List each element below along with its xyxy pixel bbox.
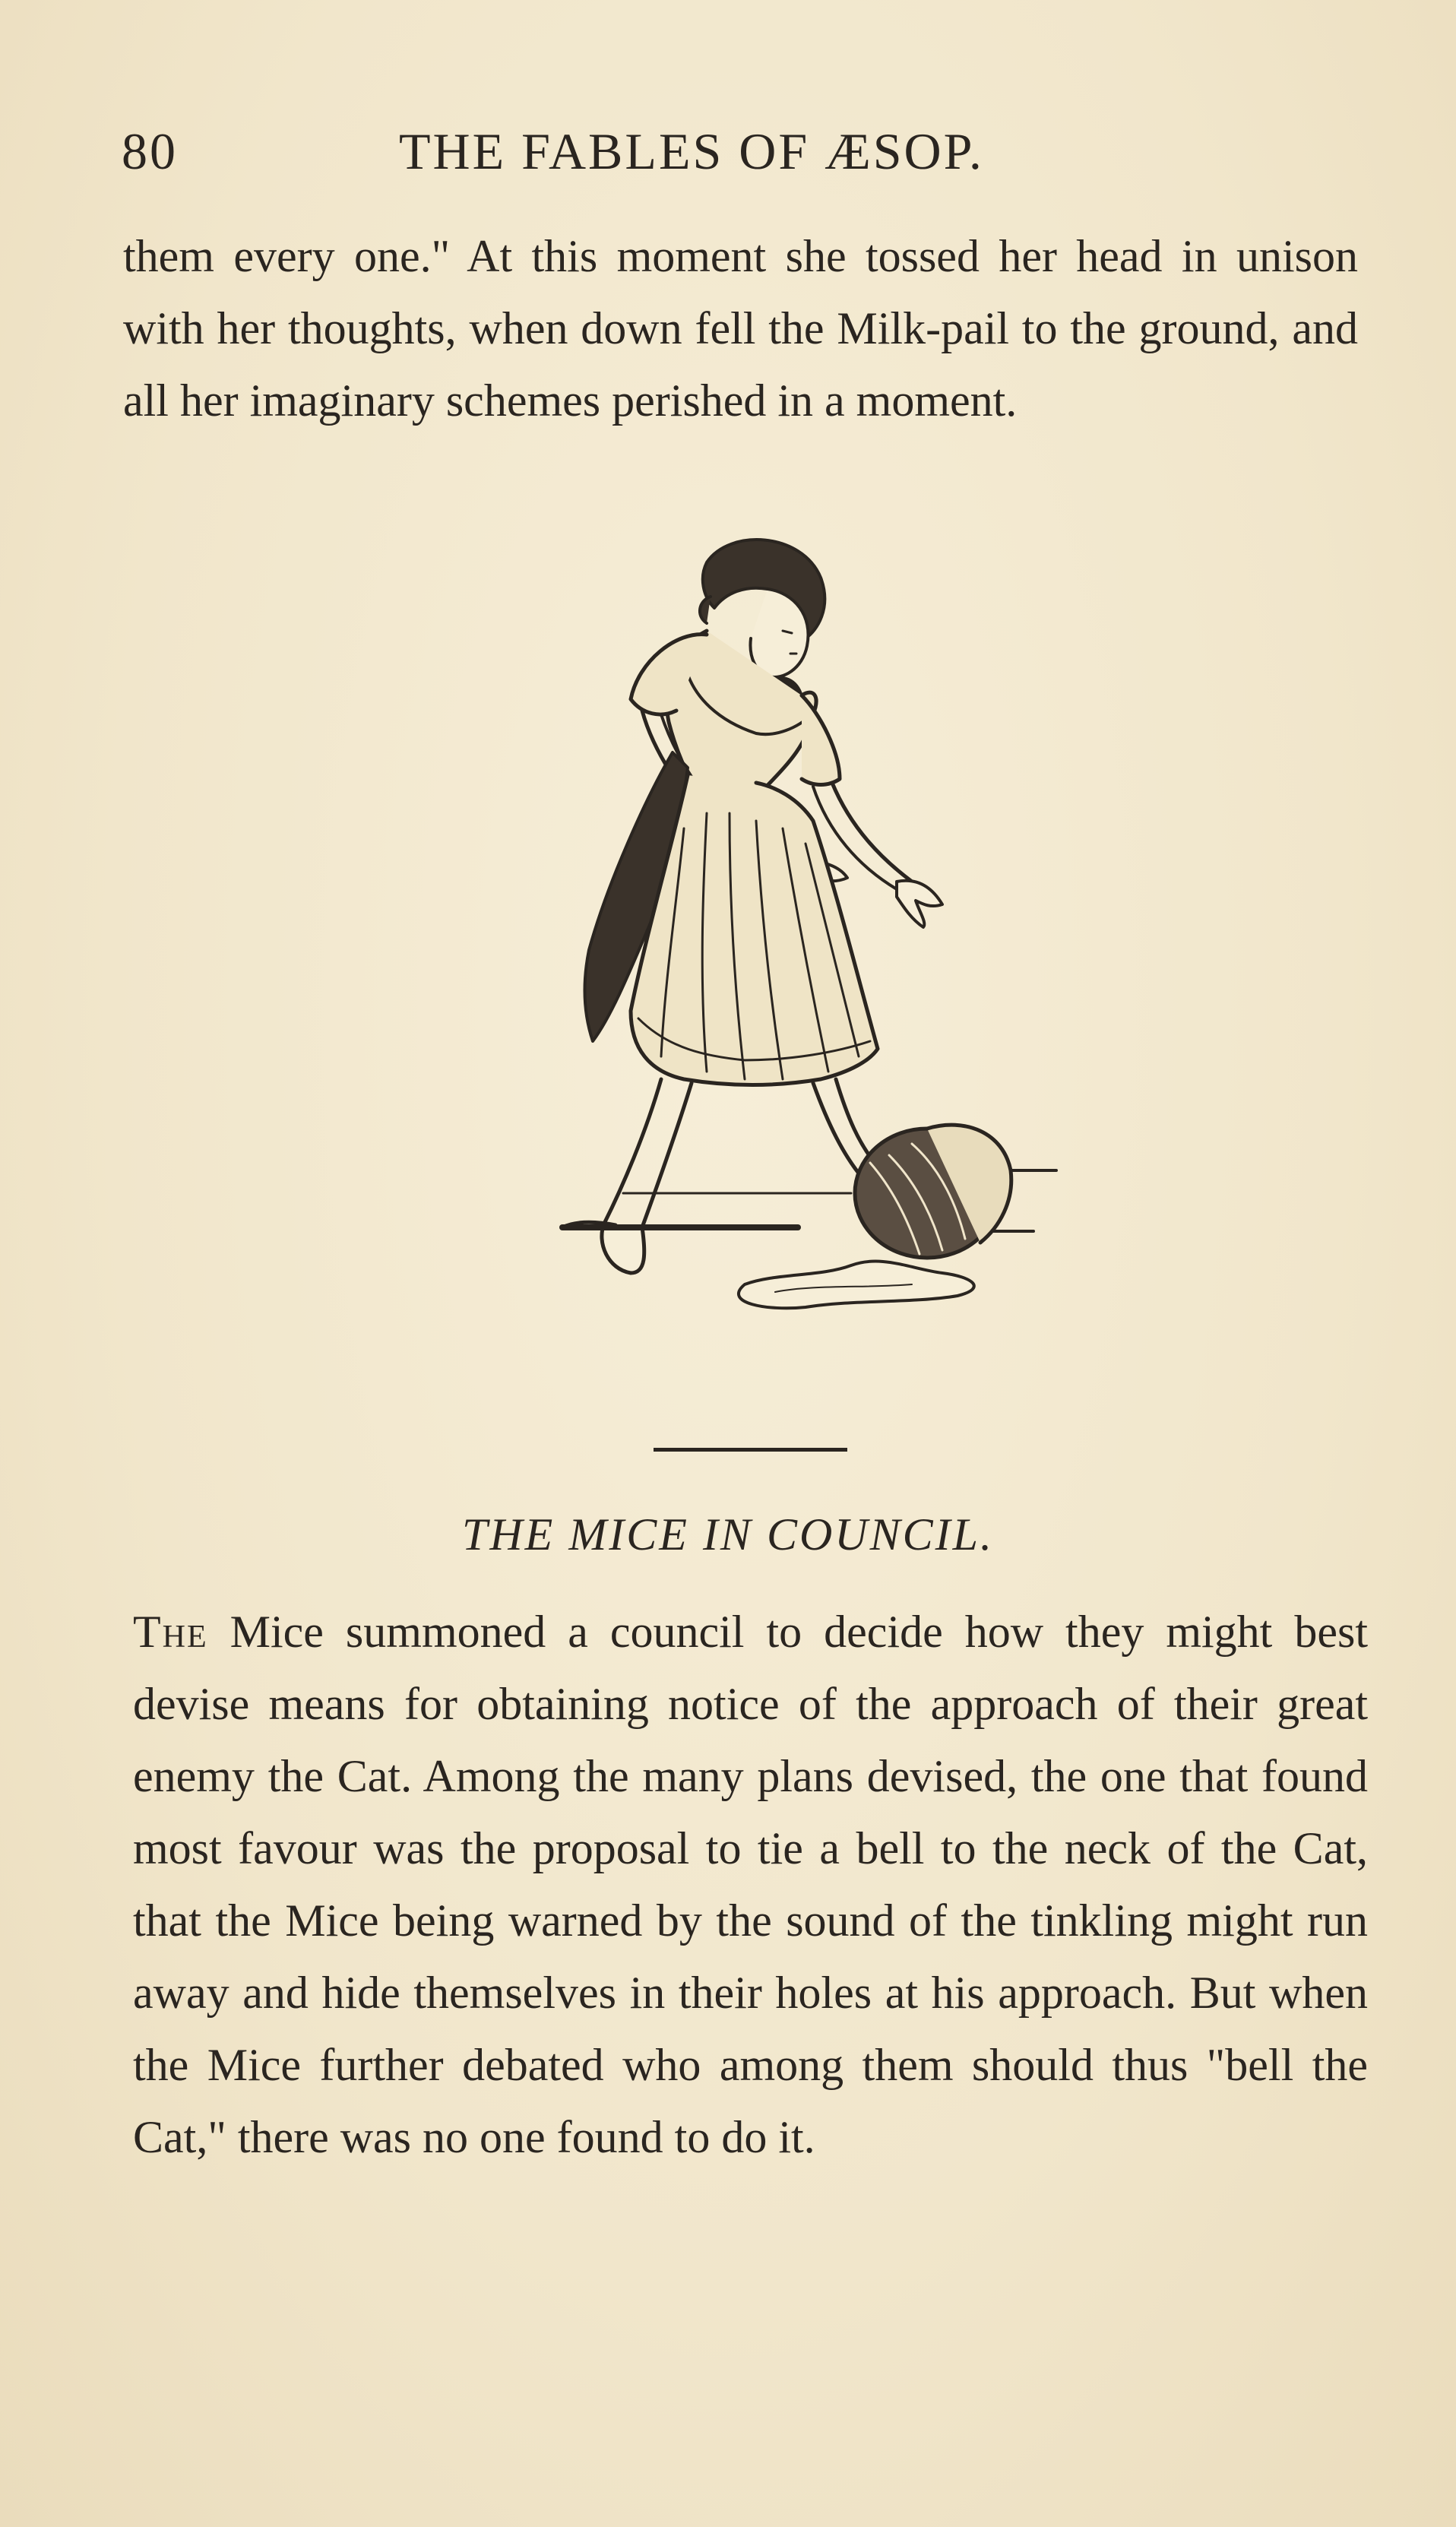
passage-mice-in-council [133,1596,1368,2174]
fable-title: THE MICE IN COUNCIL. [461,1509,995,1560]
running-title: THE FABLES OF ÆSOP. [399,122,984,180]
section-divider [654,1448,847,1452]
passage-body: Mice summoned a council to decide how they might best devise means for obtaining notice of the approach of their great enemy the Cat. Among the many plans devised, the one that found most favour was the proposal to tie a bell to the neck of the Cat, that the Mice being warned by the sound of the tinkling might run away and hide themselves in their holes at his approach. But when the Mice further debated who among them should thus "bell the Cat," there was no one found to do it. [133,1607,1368,2162]
page-number: 80 [122,122,178,180]
passage-milkmaid-ending: them every one." At this moment she tossed her head in unison with her thoughts, when down fell the Milk-pail to the ground, and all her imaginary schemes perished in a moment. [123,231,1358,426]
drop-lead-word: The [133,1607,208,1657]
milkmaid-spilled-pail-illustration [456,524,1140,1383]
page-header [122,122,1079,190]
